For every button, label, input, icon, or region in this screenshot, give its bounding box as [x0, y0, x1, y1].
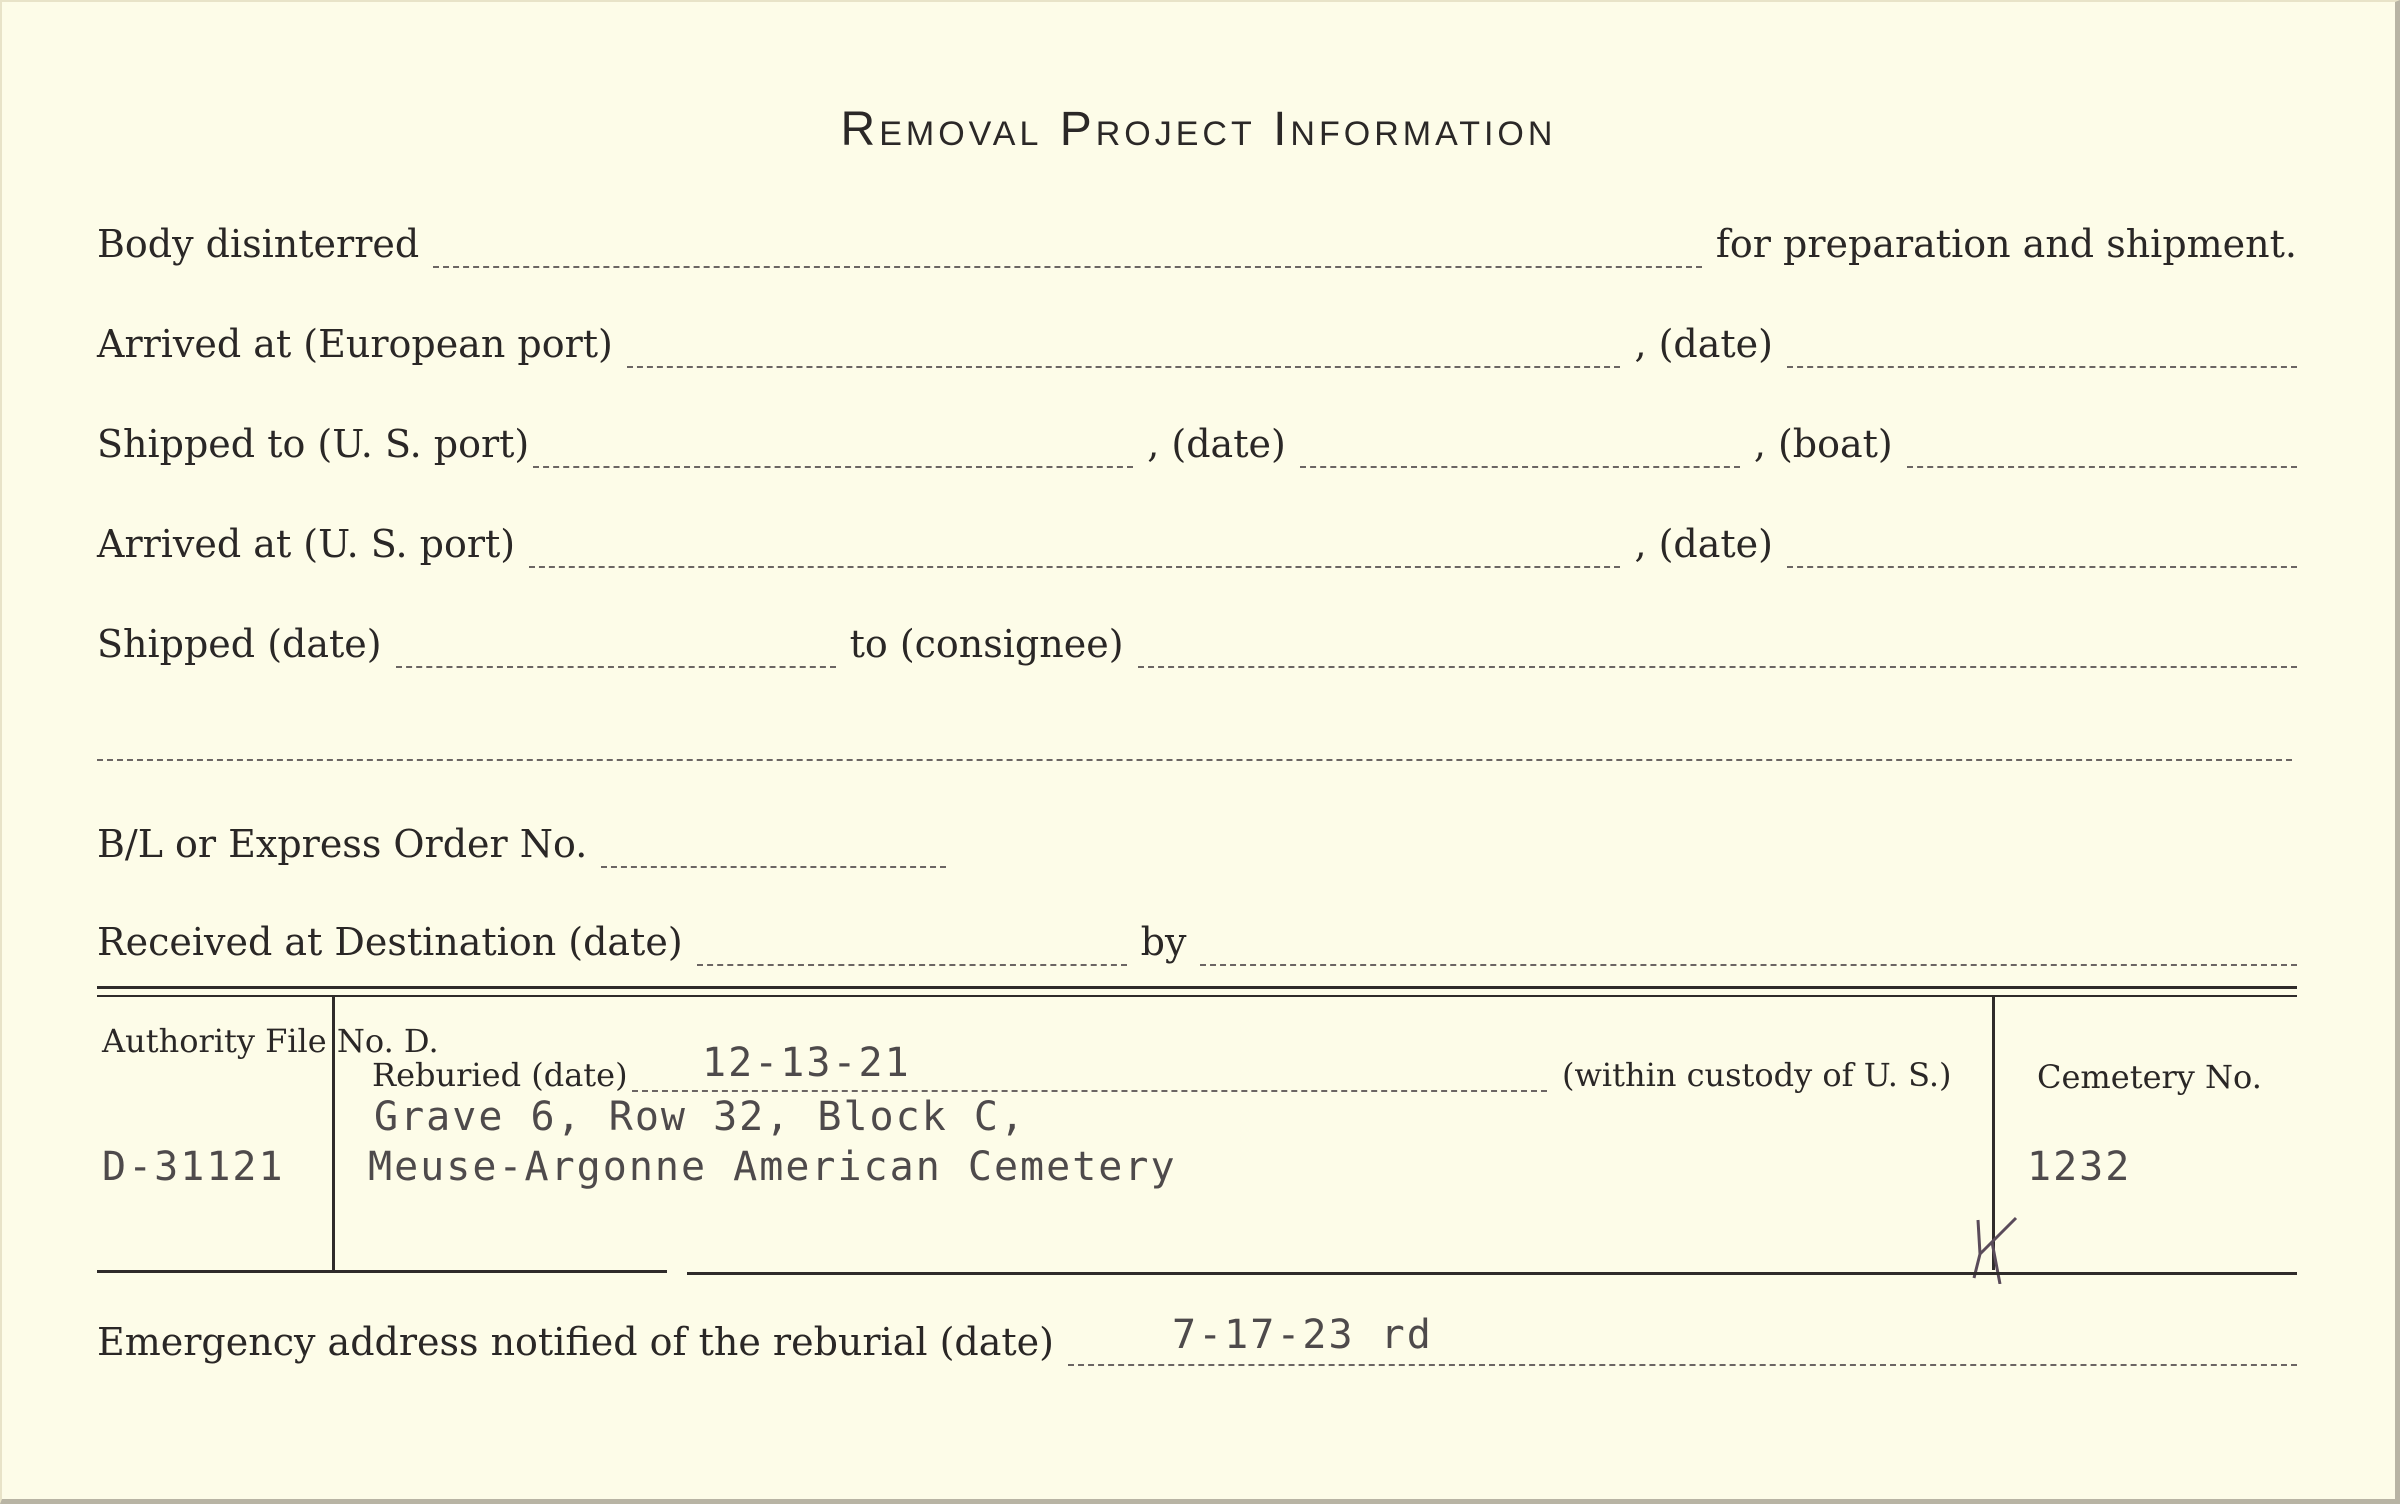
by-line [1200, 956, 2297, 966]
us-date-line [1300, 458, 1740, 468]
row-arrived-us [97, 522, 2297, 582]
consignee-continuation-line [97, 759, 2292, 761]
shipped-us-label: Shipped to (U. S. port) [97, 422, 530, 466]
boat-line [1907, 458, 2297, 468]
bl-express-label: B/L or Express Order No. [97, 822, 588, 866]
received-date-line [697, 956, 1127, 966]
grave-location-line1: Grave 6, Row 32, Block C, [374, 1094, 1027, 1140]
grave-location-line2: Meuse-Argonne American Cemetery [368, 1144, 1177, 1190]
row-shipped-us [97, 422, 2297, 482]
lower-rule-right [687, 1272, 2297, 1275]
section-divider-bottom [97, 995, 2297, 997]
row-body-disinterred [97, 222, 2297, 282]
row-arrived-european [97, 322, 2297, 382]
reburied-line [632, 1090, 1547, 1092]
authority-label: Authority File No. D. [102, 1022, 439, 1060]
cemetery-label: Cemetery No. [2037, 1058, 2262, 1096]
row-bl-express [97, 822, 2297, 882]
body-disinterred-label: Body disinterred [97, 222, 420, 266]
date-label-2: , (date) [1147, 422, 1286, 466]
arrived-european-label: Arrived at (European port) [97, 322, 613, 366]
for-preparation-label: for preparation and shipment. [1715, 222, 2297, 266]
us-port-line [533, 458, 1133, 468]
authority-value: D-31121 [102, 1144, 285, 1190]
european-date-line [1787, 358, 2297, 368]
date-label: , (date) [1634, 322, 1773, 366]
arrived-us-date-line [1787, 558, 2297, 568]
received-label: Received at Destination (date) [97, 920, 683, 964]
by-label: by [1140, 920, 1187, 964]
reburied-label: Reburied (date) [372, 1056, 628, 1094]
within-custody-label: (within custody of U. S.) [1562, 1056, 1952, 1094]
shipped-date-label: Shipped (date) [97, 622, 382, 666]
reburied-date: 12-13-21 [702, 1040, 911, 1086]
shipped-date-line [396, 658, 836, 668]
lower-rule-left [97, 1270, 667, 1273]
section-divider-top [97, 986, 2297, 989]
emergency-value: 7-17-23 rd [1172, 1312, 1433, 1358]
cemetery-value: 1232 [2027, 1144, 2132, 1190]
emergency-label: Emergency address notified of the reburial (date) [97, 1320, 1054, 1364]
body-disinterred-line [433, 258, 1702, 268]
consignee-line [1138, 658, 2297, 668]
date-label-3: , (date) [1634, 522, 1773, 566]
row-received [97, 920, 2297, 980]
row-shipped-date [97, 622, 2297, 682]
consignee-label: to (consignee) [849, 622, 1124, 666]
bl-express-line [601, 858, 946, 868]
european-port-line [627, 358, 1621, 368]
arrived-us-label: Arrived at (U. S. port) [97, 522, 516, 566]
arrived-us-line [529, 558, 1620, 568]
boat-label: , (boat) [1753, 422, 1893, 466]
form-title: Removal Project Information [840, 103, 1557, 156]
